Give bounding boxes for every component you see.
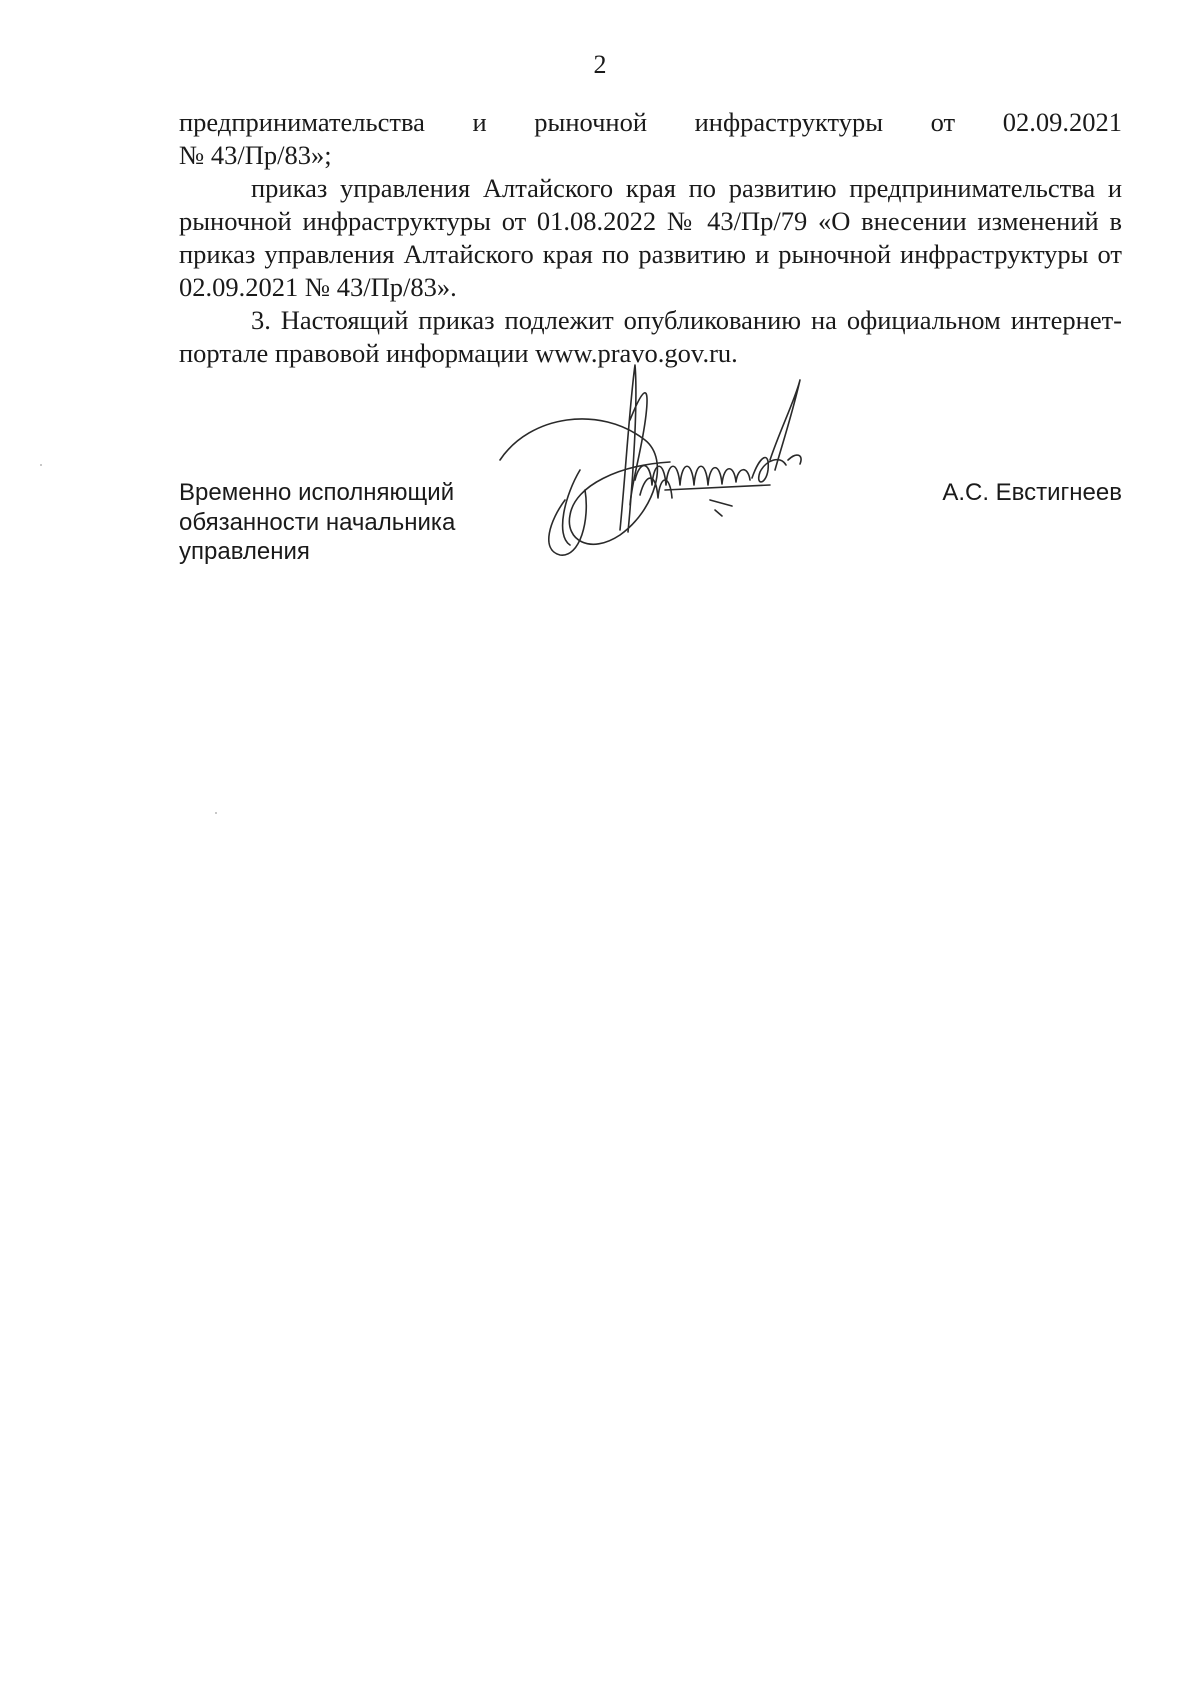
paragraph-publication-clause: 3. Настоящий приказ подлежит опубликованию на официальном интернет-портале правовой информации www.pravo.gov.ru. [179, 305, 1122, 368]
scan-speck [40, 464, 42, 466]
signer-position [179, 478, 455, 567]
signer-position-line: Временно исполняющий [179, 479, 455, 506]
page-number: 2 [593, 50, 607, 79]
paragraph-continuation-end: № 43/Пр/83»; [179, 140, 332, 170]
signer-position-line: обязанности начальника [179, 508, 456, 536]
paragraph-amendment-order: приказ управления Алтайского края по развитию предпринимательства и рыночной инфраструктуры от 01.08.2022 № 43/Пр/79 «О внесении изменений в приказ управления Алтайского края по развитию и рыночной инфраструктуры от 02.09.2021 № 43/Пр/83». [179, 173, 1122, 302]
signer-position-line: управления [179, 538, 310, 565]
signer-name: А.С. Евстигнеев [942, 479, 1122, 506]
scan-speck [215, 812, 217, 814]
handwritten-signature-icon [470, 360, 890, 590]
document-body [179, 106, 1122, 370]
paragraph-continuation-line: предпринимательства и рыночной инфраструктуры от 02.09.2021 [179, 107, 1122, 137]
